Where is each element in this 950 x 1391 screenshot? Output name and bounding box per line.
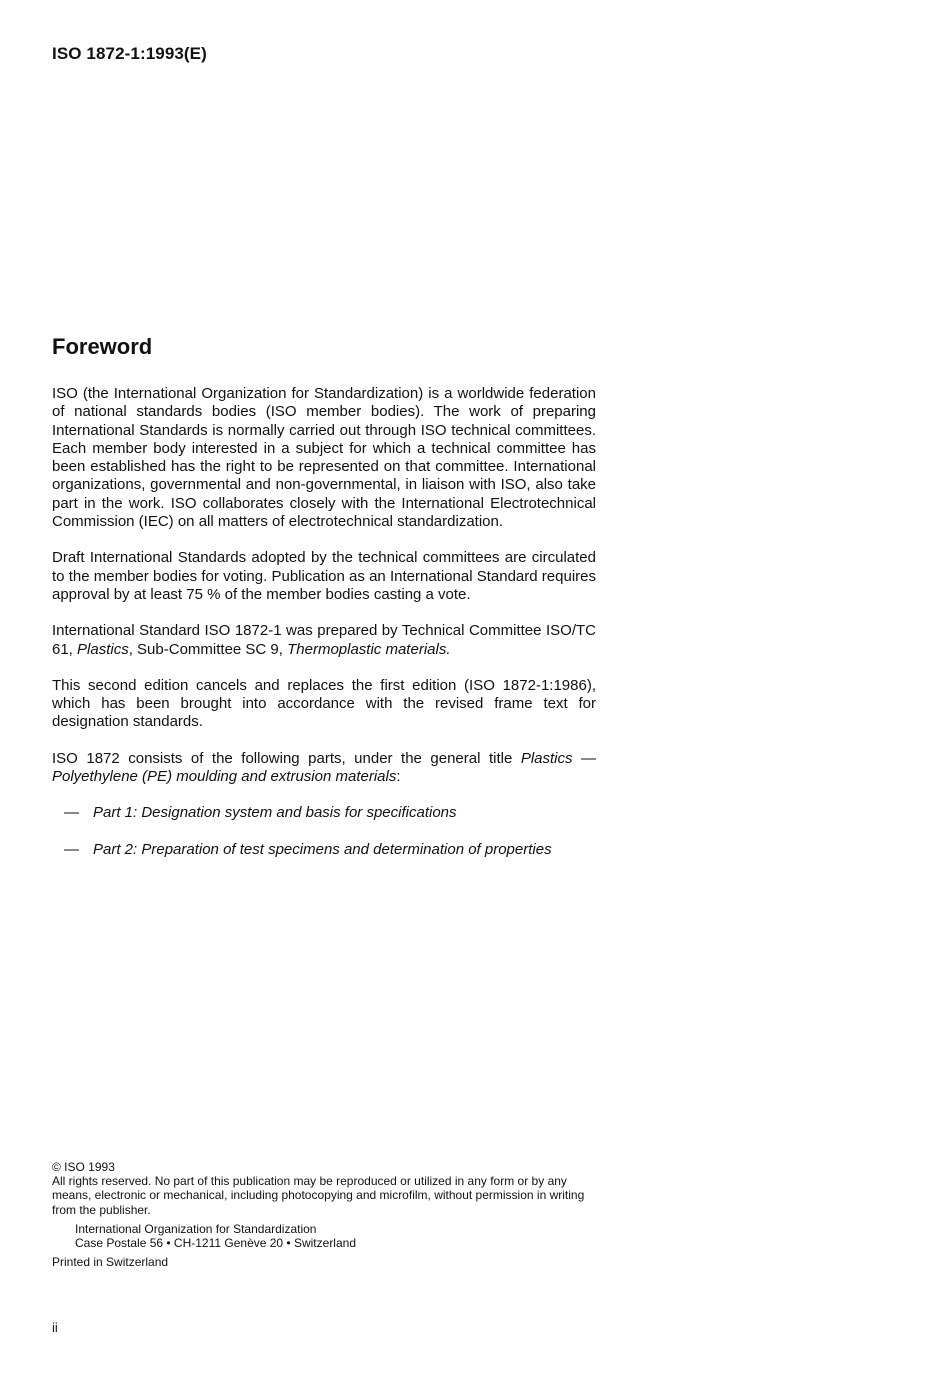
- para5-title: Plastics — Polyethylene (PE) moulding and extrusion materials: [52, 749, 596, 786]
- list-item: [52, 841, 596, 859]
- para3-mid: , Sub-Committee SC 9,: [128, 640, 288, 658]
- foreword-paragraph-2: Draft International Standards adopted by the technical committees are circulated to the member bodies for voting. Publication as an International Standard requires approval by at least 75 % of the member bodies casting a vote.: [52, 549, 596, 603]
- para3-thermoplastic: Thermoplastic materials.: [287, 640, 451, 658]
- para5-lead: ISO 1872 consists of the following parts, under the general title: [52, 749, 521, 767]
- para3-lead: International Standard ISO 1872-1 was prepared by Technical Committee ISO/TC 61,: [52, 622, 596, 658]
- list-item: [52, 804, 596, 822]
- part-text: Part 2: Preparation of test specimens and determination of properties: [93, 840, 552, 858]
- page-number: ii: [52, 1320, 58, 1335]
- rights-statement: All rights reserved. No part of this publication may be reproduced or utilized in any form or by any means, electronic or mechanical, including photocopying and microfilm, without permission in writing from the publisher.: [52, 1174, 585, 1217]
- foreword-paragraph-1: ISO (the International Organization for Standardization) is a worldwide federation of national standards bodies (ISO member bodies). The work of preparing International Standards is normally carried out through ISO technical committees. Each member body interested in a subject for which a technical committee has been established has the right to be represented on that committee. International organizations, governmental and non-governmental, in liaison with ISO, also take part in the work. ISO collaborates closely with the International Electrotechnical Commission (IEC) on all matters of electrotechnical standardization.: [52, 385, 596, 531]
- publisher-name: International Organization for Standardization: [75, 1221, 317, 1236]
- foreword-paragraph-4: This second edition cancels and replaces the first edition (ISO 1872-1:1986), which has been brought into accordance with the revised frame text for designation standards.: [52, 676, 596, 731]
- parts-list: [52, 804, 596, 859]
- foreword-paragraph-5: [52, 750, 596, 787]
- publisher-postal: Case Postale 56 • CH-1211 Genève 20 • Switzerland: [75, 1236, 356, 1251]
- dash-marker: —: [64, 840, 79, 858]
- publisher-address: [52, 1222, 600, 1250]
- para3-plastics: Plastics: [77, 640, 129, 658]
- para5-tail: :: [396, 768, 401, 786]
- part-text: Part 1: Designation system and basis for specifications: [93, 804, 457, 822]
- foreword-body: [52, 385, 596, 877]
- foreword-paragraph-3: [52, 622, 596, 659]
- copyright-notice: © ISO 1993: [52, 1160, 115, 1174]
- dash-marker: —: [64, 804, 79, 822]
- copyright-footer: [52, 1160, 600, 1269]
- document-id: ISO 1872-1:1993(E): [52, 44, 207, 63]
- foreword-heading: Foreword: [52, 334, 153, 359]
- printed-in: Printed in Switzerland: [52, 1255, 169, 1270]
